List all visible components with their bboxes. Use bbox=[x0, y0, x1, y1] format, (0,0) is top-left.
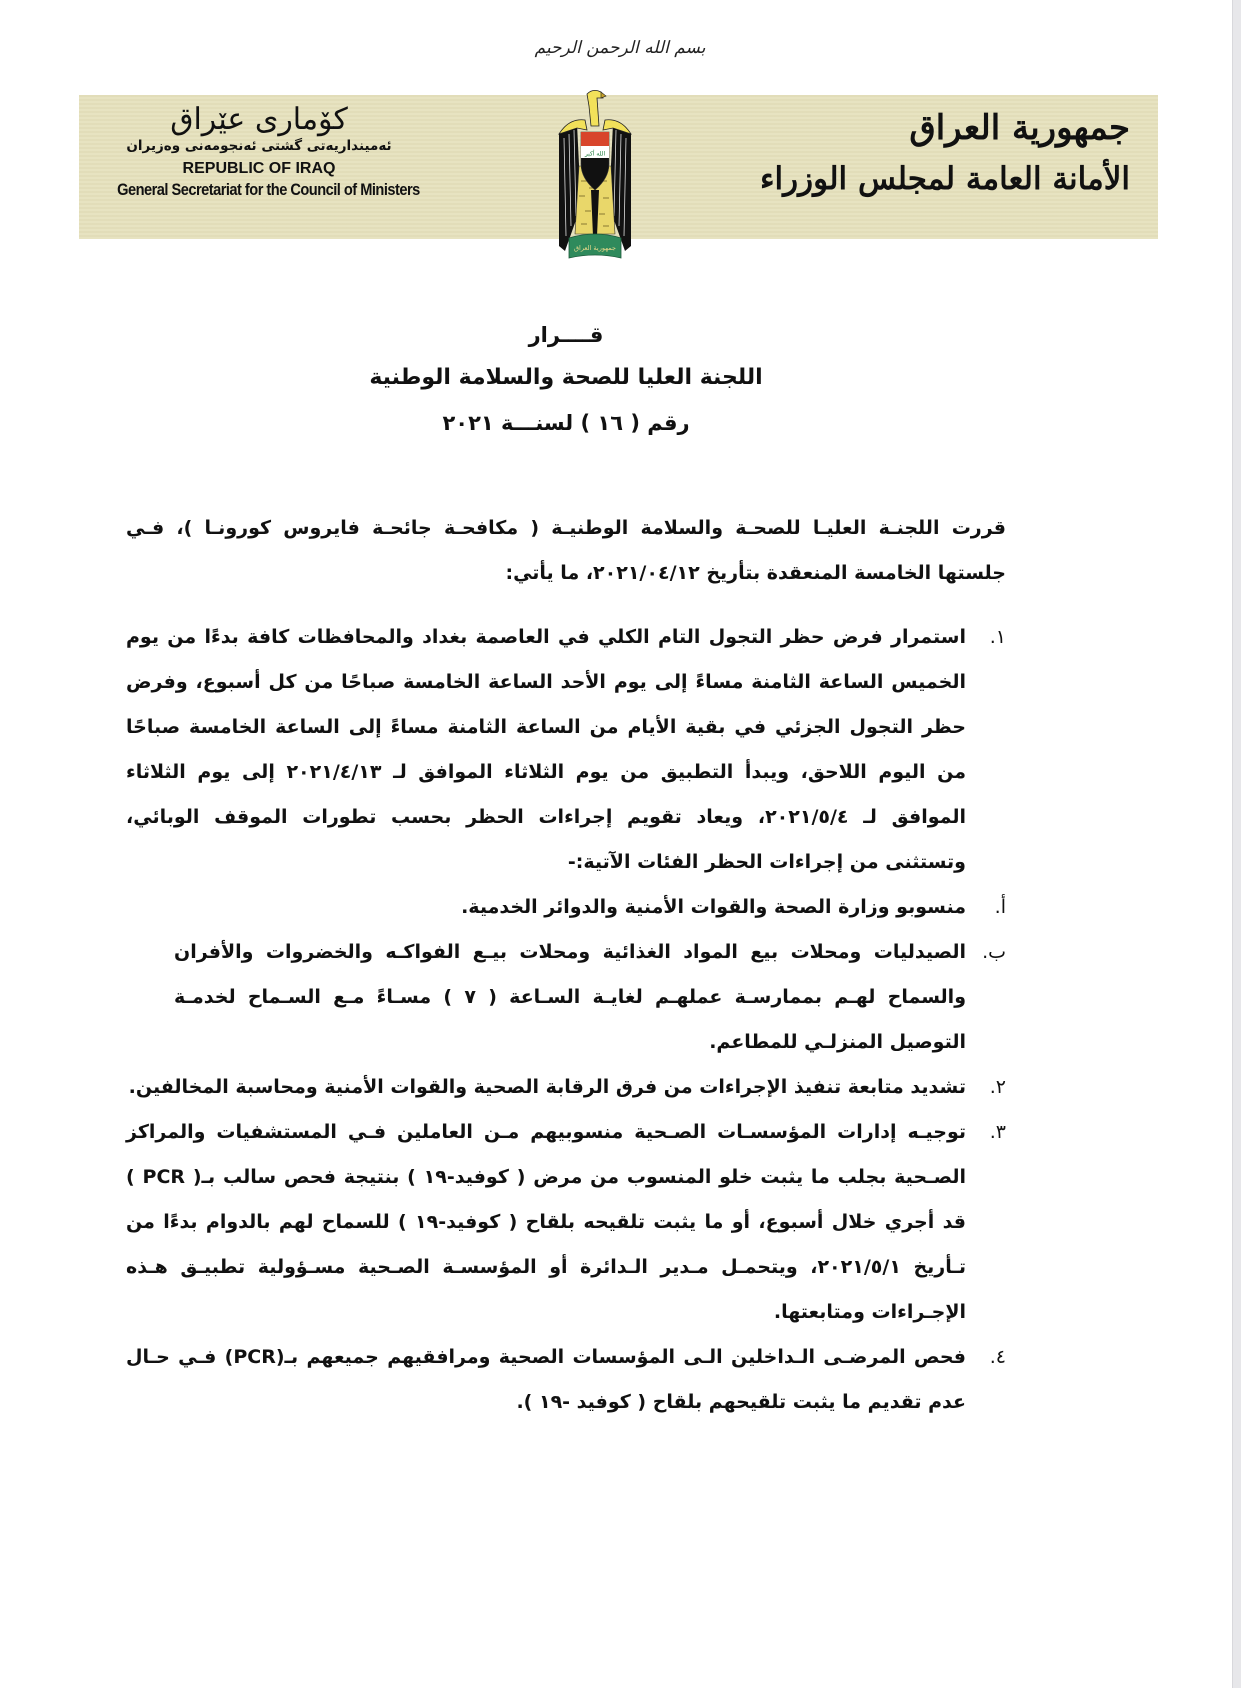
document-kind: قــــرار bbox=[528, 323, 604, 347]
item-text: استمرار فرض حظر التجول التام الكلي في العاصمة بغداد والمحافظات كافة بدءًا من يوم الخميس الساعة الثامنة مساءً إلى يوم الأحد الساعة الخامسة صباحًا من كل أسبوع، وفرض حظر التجول الجزئي في بقية الأيام من الساعة الثامنة مساءً إلى الساعة الخامسة صباحًا من اليوم اللاحق، ويبدأ التطبيق من يوم الثلاثاء الموافق لـ ٢٠٢١/٤/١٣ إلى يوم الثلاثاء الموافق لـ ٢٠٢١/٥/٤، ويعاد تقويم إجراءات الحظر بحسب تطورات الموقف الوبائي، وتستثنى من إجراءات الحظر الفئات الآتية:- bbox=[126, 626, 967, 873]
basmala: بسم الله الرحمن الرحيم bbox=[534, 38, 706, 58]
english-republic: REPUBLIC OF IRAQ bbox=[182, 160, 336, 177]
decision-items bbox=[126, 615, 1006, 1425]
title-block bbox=[126, 320, 1006, 438]
decision-document bbox=[126, 320, 1006, 1425]
item-text: توجيـه إدارات المؤسسـات الصـحية منسوبيهم مـن العاملين فـي المستشفيات والمراكز الصـحية بجلب ما يثبت خلو المنسوب من مرض ( كوفيد-١٩ ) بنتيجة فحص سالب بـ( PCR ) قد أجري خلال أسبوع، أو ما يثبت تلقيحه بلقاح ( كوفيد-١٩ ) للسماح لهم بالدوام بدءًا من تـأريخ ٢٠٢١/٥/١، ويتحمـل مـدير الـدائرة أو المؤسسـة الصـحية مسـؤولية تطبيـق هـذه الإجـراءات ومتابعتها. bbox=[126, 1121, 966, 1323]
eagle-emblem-icon bbox=[557, 86, 633, 264]
sub-item-text: منسوبو وزارة الصحة والقوات الأمنية والدوائر الخدمية. bbox=[461, 896, 966, 918]
english-secretariat: General Secretariat for the Council of Ministers bbox=[117, 180, 420, 199]
committee-name: اللجنة العليا للصحة والسلامة الوطنية bbox=[369, 365, 763, 390]
sub-item bbox=[126, 930, 1006, 1065]
letterhead-right-block bbox=[759, 103, 1130, 205]
sub-item-letter: ب. bbox=[982, 941, 1006, 963]
letterhead-left-block bbox=[94, 103, 424, 201]
item-text: تشديد متابعة تنفيذ الإجراءات من فرق الرقابة الصحية والقوات الأمنية ومحاسبة المخالفين. bbox=[128, 1076, 966, 1098]
item-number: ٤. bbox=[989, 1346, 1006, 1368]
sub-item-text: الصيدليات ومحلات بيع المواد الغذائية ومحلات بيـع الفواكـه والخضروات والأفران والسماح لهـم بممارسـة عملهـم لغايـة السـاعة ( ٧ ) مسـاءً مـع السـماح لخدمـة التوصيل المنزلـي للمطاعم. bbox=[174, 941, 966, 1053]
decision-item bbox=[126, 1065, 1006, 1110]
decision-item bbox=[126, 615, 1006, 1065]
arabic-republic: جمهورية العراق bbox=[909, 108, 1130, 148]
item-number: ٢. bbox=[989, 1076, 1006, 1098]
kurdish-subtitle: ئه‌مینداریه‌تی گشتی ئه‌نجومه‌نی وه‌زیران bbox=[126, 138, 392, 154]
item-number: ٣. bbox=[989, 1121, 1006, 1143]
decision-item bbox=[126, 1110, 1006, 1335]
exempt-categories bbox=[126, 885, 1006, 1065]
decision-number: رقم ( ١٦ ) لسنـــة ٢٠٢١ bbox=[442, 411, 690, 435]
page-edge bbox=[1232, 0, 1241, 1688]
arabic-secretariat: الأمانة العامة لمجلس الوزراء bbox=[759, 161, 1130, 197]
kurdish-title: كۆماری عێراق bbox=[170, 102, 348, 137]
emblem-label: جمهورية العراق bbox=[574, 244, 616, 252]
sub-item-letter: أ. bbox=[994, 896, 1006, 918]
item-text: فحص المرضـى الـداخلين الـى المؤسسات الصحية ومرافقيهم جميعهم بـ(PCR) فـي حـال عدم تقديم ما يثبت تلقيحهم بلقاح ( كوفيد -١٩ ). bbox=[126, 1346, 966, 1413]
flag-takbir: الله أكبر bbox=[584, 150, 606, 158]
sub-item bbox=[126, 885, 1006, 930]
intro-paragraph: قررت اللجنـة العليـا للصحـة والسلامة الوطنيـة ( مكافحـة جائحـة فايروس كورونـا )، فـي جلستها الخامسة المنعقدة بتأريخ ٢٠٢١/٠٤/١٢، ما يأتي: bbox=[126, 517, 1006, 584]
item-number: ١. bbox=[989, 626, 1006, 648]
decision-item bbox=[126, 1335, 1006, 1425]
